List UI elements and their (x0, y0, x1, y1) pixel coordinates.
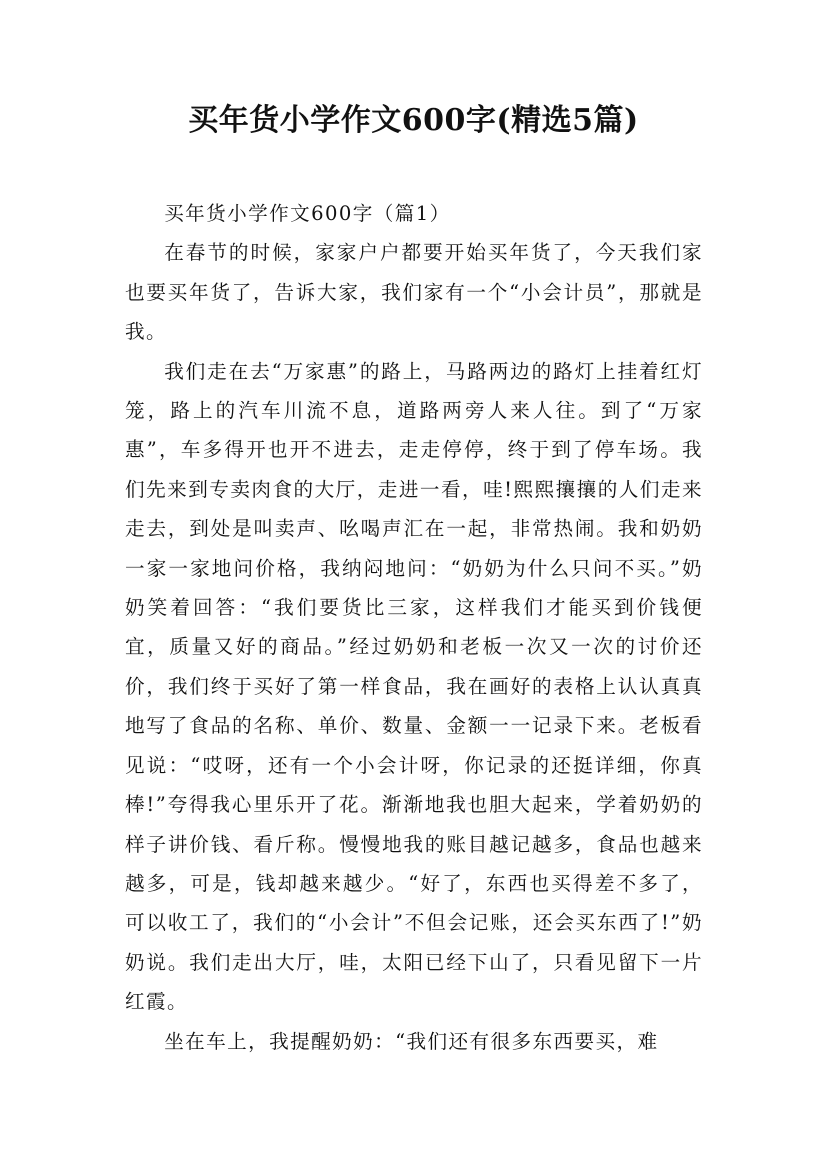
body-paragraph: 我们走在去“万家惠”的路上，马路两边的路灯上挂着红灯笼，路上的汽车川流不息，道路两旁人来人往。到了“万家惠”，车多得开也开不进去，走走停停，终于到了停车场。我们先来到专卖肉食的大厅，走进一看，哇!熙熙攘攘的人们走来走去，到处是叫卖声、吆喝声汇在一起，非常热闹。我和奶奶一家一家地问价格，我纳闷地问：“奶奶为什么只问不买。”奶奶笑着回答：“我们要货比三家，这样我们才能买到价钱便宜，质量又好的商品。”经过奶奶和老板一次又一次的讨价还价，我们终于买好了第一样食品，我在画好的表格上认认真真地写了食品的名称、单价、数量、金额一一记录下来。老板看见说：“哎呀，还有一个小会计呀，你记录的还挺详细，你真棒!”夸得我心里乐开了花。渐渐地我也胆大起来，学着奶奶的样子讲价钱、看斤称。慢慢地我的账目越记越多，食品也越来越多，可是，钱却越来越少。“好了，东西也买得差不多了，可以收工了，我们的“小会计”不但会记账，还会买东西了!”奶奶说。我们走出大厅，哇，太阳已经下山了，只看见留下一片红霞。 (125, 359, 703, 1014)
document-title: 买年货小学作文600字(精选5篇) (188, 103, 639, 138)
document-body (125, 194, 703, 1061)
body-paragraph: 坐在车上，我提醒奶奶：“我们还有很多东西要买，难 (164, 1029, 659, 1053)
section-heading: 买年货小学作文600字（篇1） (164, 202, 451, 225)
body-paragraph: 在春节的时候，家家户户都要开始买年货了，今天我们家也要买年货了，告诉大家，我们家有一个“小会计员”，那就是我。 (125, 241, 703, 344)
